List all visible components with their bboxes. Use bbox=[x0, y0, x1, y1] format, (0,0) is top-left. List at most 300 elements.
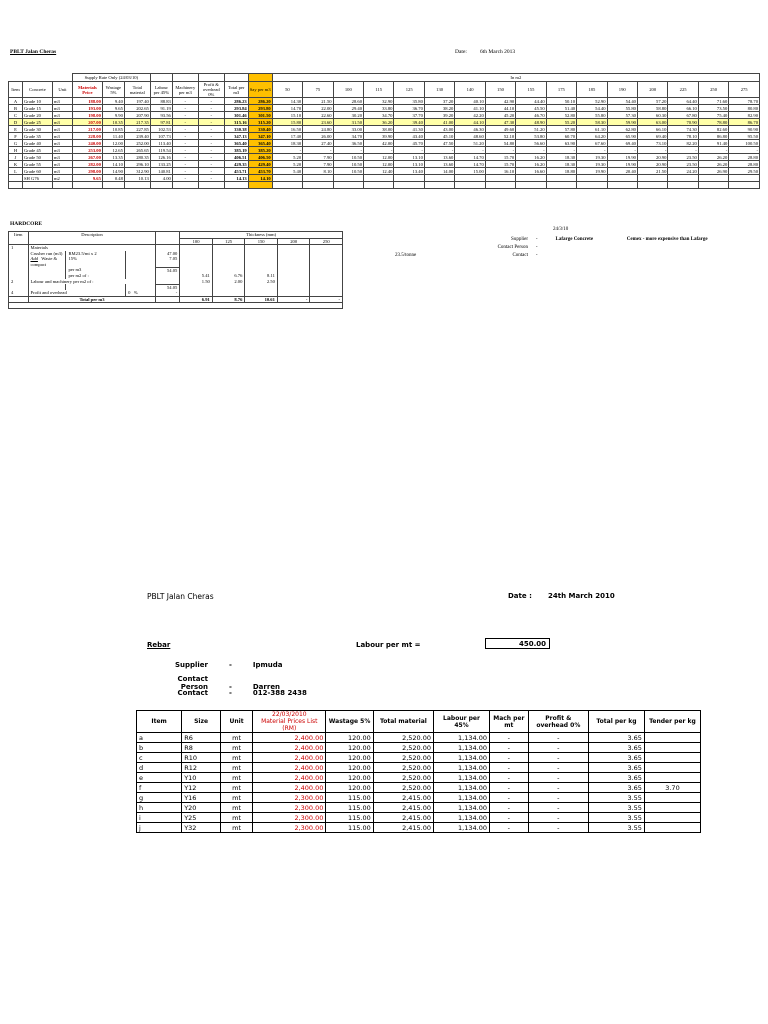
concrete-cell-total_mat: 202.65 bbox=[124, 105, 150, 112]
concrete-thickness-header: 175 bbox=[546, 82, 576, 98]
rebar-row bbox=[137, 743, 701, 753]
concrete-m2-cell: 35.80 bbox=[394, 98, 424, 105]
rebar-cell-item: b bbox=[137, 743, 182, 753]
concrete-m2-cell: 13.60 bbox=[424, 154, 454, 161]
concrete-m2-cell: 30.20 bbox=[333, 112, 363, 119]
concrete-m2-cell: 29.40 bbox=[333, 105, 363, 112]
concrete-m2-cell: 54.40 bbox=[607, 98, 637, 105]
concrete-cell-wastage: 10.85 bbox=[102, 126, 124, 133]
concrete-m2-cell: 13.40 bbox=[394, 168, 424, 175]
concrete-m2-cell: 45.10 bbox=[424, 133, 454, 140]
rebar-cell-tender bbox=[644, 773, 700, 783]
concrete-m2-cell bbox=[607, 175, 637, 182]
rebar-cell-profit: - bbox=[528, 793, 588, 803]
concrete-thickness-header: 140 bbox=[455, 82, 485, 98]
rebar-cell-profit: - bbox=[528, 743, 588, 753]
rebar-cell-wastage: 120.00 bbox=[326, 743, 373, 753]
concrete-m2-cell: 55.80 bbox=[607, 105, 637, 112]
rebar-cell-profit: - bbox=[528, 823, 588, 833]
dash: - bbox=[535, 253, 538, 258]
concrete-m2-cell: 82.90 bbox=[729, 112, 760, 119]
hardcore-materials: Materials bbox=[28, 245, 156, 251]
rebar-cell-profit: - bbox=[528, 773, 588, 783]
rebar-cell-item: i bbox=[137, 813, 182, 823]
concrete-m2-cell: 16.20 bbox=[516, 154, 546, 161]
concrete-m2-cell bbox=[272, 175, 302, 182]
concrete-cell-profit: - bbox=[198, 168, 224, 175]
rebar-row bbox=[137, 813, 701, 823]
rebar-cell-wastage: 115.00 bbox=[326, 823, 373, 833]
concrete-cell-wastage: 9.40 bbox=[102, 98, 124, 105]
concrete-m2-cell: 41.30 bbox=[394, 126, 424, 133]
concrete-cell-price: 282.00 bbox=[72, 161, 102, 168]
concrete-cell-total: 406.51 bbox=[224, 154, 248, 161]
concrete-thickness-header: 275 bbox=[729, 82, 760, 98]
hardcore-crusher-run: Crusher run (m3) bbox=[28, 251, 66, 257]
concrete-m2-cell: 19.90 bbox=[607, 161, 637, 168]
concrete-m2-cell: 32.90 bbox=[364, 98, 394, 105]
concrete-m2-cell: 34.70 bbox=[333, 133, 363, 140]
concrete-cell-labour: 126.16 bbox=[150, 154, 172, 161]
concrete-empty-cell bbox=[272, 182, 302, 189]
rebar-col-price bbox=[253, 711, 326, 733]
concrete-cell-price: 217.00 bbox=[72, 126, 102, 133]
concrete-col-header: Profit & overhead 0% bbox=[198, 82, 224, 98]
concrete-m2-cell: 16.10 bbox=[485, 168, 515, 175]
concrete-cell-price: 188.00 bbox=[72, 98, 102, 105]
rebar-cell-price: 2,300.00 bbox=[253, 803, 326, 813]
hardcore-th: 250 bbox=[310, 238, 343, 245]
rebar-col-labour: Labour per 45% bbox=[434, 711, 490, 733]
rebar-col-wastage: Wastage 5% bbox=[326, 711, 373, 733]
concrete-cell-mach: - bbox=[172, 126, 198, 133]
concrete-m2-cell: 65.90 bbox=[607, 133, 637, 140]
concrete-m2-cell: 13.10 bbox=[394, 161, 424, 168]
rebar-cell-labour: 1,134.00 bbox=[434, 763, 490, 773]
concrete-m2-cell: 45.70 bbox=[394, 140, 424, 147]
concrete-m2-cell: 47.50 bbox=[424, 140, 454, 147]
concrete-row bbox=[9, 119, 760, 126]
concrete-m2-cell: 26.00 bbox=[303, 133, 333, 140]
rebar-cell-item: a bbox=[137, 733, 182, 743]
hardcore-total-val: 10.61 bbox=[245, 296, 278, 303]
hardcore-labour-val: 2.00 bbox=[212, 279, 245, 285]
concrete-m2-cell: 51.20 bbox=[516, 126, 546, 133]
rebar-cell-tender bbox=[644, 753, 700, 763]
hardcore-col-item: Item bbox=[9, 232, 29, 245]
concrete-m2-cell: 10.50 bbox=[333, 161, 363, 168]
concrete-m2-cell: 52.10 bbox=[485, 133, 515, 140]
rebar-cell-wastage: 120.00 bbox=[326, 733, 373, 743]
concrete-m2-cell: 44.40 bbox=[516, 98, 546, 105]
concrete-row bbox=[9, 140, 760, 147]
concrete-m2-cell: 16.20 bbox=[516, 161, 546, 168]
concrete-m2-cell: 38.20 bbox=[424, 105, 454, 112]
rebar-cell-labour: 1,134.00 bbox=[434, 813, 490, 823]
rebar-cell-total_mat: 2,520.00 bbox=[373, 753, 433, 763]
concrete-m2-cell: 86.80 bbox=[698, 133, 728, 140]
concrete-col-header: Item bbox=[9, 82, 23, 98]
concrete-m2-cell: 33.00 bbox=[333, 126, 363, 133]
concrete-m2-cell: - bbox=[729, 147, 760, 154]
concrete-m2-cell: 20.40 bbox=[607, 168, 637, 175]
concrete-thickness-header: 190 bbox=[607, 82, 637, 98]
concrete-header-group-row bbox=[9, 74, 760, 82]
rebar-cell-unit: mt bbox=[220, 753, 252, 763]
concrete-m2-cell: 18.30 bbox=[272, 140, 302, 147]
concrete-cell-profit: - bbox=[198, 98, 224, 105]
supplier-value: Lafarge Concrete bbox=[555, 237, 594, 242]
rebar-supplier-label: Supplier bbox=[174, 661, 208, 669]
hardcore-total-val: - bbox=[310, 296, 343, 303]
hardcore-rate-note: 23.5/tonne bbox=[395, 253, 417, 258]
concrete-cell-unit: m3 bbox=[52, 126, 72, 133]
concrete-cell-price: 298.00 bbox=[72, 168, 102, 175]
concrete-m2-cell: - bbox=[272, 147, 302, 154]
concrete-cell-concrete: Grade 25 bbox=[22, 119, 52, 126]
concrete-cell-total_mat: 239.40 bbox=[124, 133, 150, 140]
concrete-m2-cell: 67.80 bbox=[668, 112, 698, 119]
concrete-m2-cell: 34.70 bbox=[364, 112, 394, 119]
concrete-m2-cell: 14.30 bbox=[272, 98, 302, 105]
concrete-m2-cell: 100.50 bbox=[729, 140, 760, 147]
concrete-cell-total: 286.23 bbox=[224, 98, 248, 105]
concrete-cell-profit: - bbox=[198, 175, 224, 182]
concrete-cell-price: 253.00 bbox=[72, 147, 102, 154]
concrete-m2-cell: 37.70 bbox=[394, 112, 424, 119]
concrete-m2-cell: - bbox=[577, 147, 607, 154]
concrete-cell-mach: - bbox=[172, 119, 198, 126]
concrete-m2-cell: 21.50 bbox=[303, 98, 333, 105]
concrete-cell-say: 429.40 bbox=[248, 161, 272, 168]
concrete-m2-cell bbox=[546, 175, 576, 182]
concrete-empty-cell bbox=[516, 182, 546, 189]
concrete-m2-cell: 7.90 bbox=[303, 154, 333, 161]
rebar-cell-size: R8 bbox=[182, 743, 221, 753]
concrete-cell-item: B bbox=[9, 105, 23, 112]
rebar-cell-unit: mt bbox=[220, 743, 252, 753]
concrete-cell-wastage: 13.35 bbox=[102, 154, 124, 161]
concrete-m2-cell: 63.90 bbox=[546, 140, 576, 147]
concrete-row bbox=[9, 161, 760, 168]
concrete-cell-wastage: 12.00 bbox=[102, 140, 124, 147]
concrete-cell-say: 347.10 bbox=[248, 133, 272, 140]
hardcore-total-val: - bbox=[277, 296, 310, 303]
concrete-m2-cell: 36.70 bbox=[394, 105, 424, 112]
concrete-m2-cell: 20.90 bbox=[637, 161, 667, 168]
concrete-m2-cell bbox=[516, 175, 546, 182]
concrete-cell-concrete: Grade 60 bbox=[22, 168, 52, 175]
concrete-empty-cell bbox=[485, 182, 515, 189]
rebar-cell-labour: 1,134.00 bbox=[434, 733, 490, 743]
concrete-cell-item: E bbox=[9, 126, 23, 133]
rebar-rows bbox=[137, 733, 701, 833]
concrete-m2-cell: 14.70 bbox=[455, 161, 485, 168]
rebar-price-label: Material Prices List (RM) bbox=[261, 718, 318, 732]
concrete-m2-cell: 37.20 bbox=[424, 98, 454, 105]
concrete-cell-item: H bbox=[9, 147, 23, 154]
concrete-col-header: Wastage 5% bbox=[102, 82, 124, 98]
supplier-note: Cemex - more expensive than Lafarge bbox=[626, 237, 708, 242]
concrete-empty-cell bbox=[150, 182, 172, 189]
hardcore-per-m3-value: 54.05 bbox=[156, 267, 180, 273]
hardcore-profit-dash: - bbox=[156, 290, 180, 296]
concrete-cell-unit: m3 bbox=[52, 168, 72, 175]
concrete-cell-total_mat: 296.10 bbox=[124, 161, 150, 168]
concrete-cell-profit: - bbox=[198, 126, 224, 133]
concrete-empty-cell bbox=[303, 182, 333, 189]
concrete-cell-concrete: Grade 45 bbox=[22, 147, 52, 154]
concrete-empty-cell bbox=[364, 182, 394, 189]
concrete-m2-cell: 19.90 bbox=[607, 154, 637, 161]
rebar-cell-total_mat: 2,520.00 bbox=[373, 783, 433, 793]
rebar-cell-total_mat: 2,520.00 bbox=[373, 743, 433, 753]
page-title: PBLT Jalan Cheras bbox=[10, 49, 57, 55]
concrete-cell-profit: - bbox=[198, 140, 224, 147]
concrete-cell-total_mat: 207.90 bbox=[124, 112, 150, 119]
concrete-m2-cell: 59.90 bbox=[607, 119, 637, 126]
concrete-thickness-header: 115 bbox=[364, 82, 394, 98]
concrete-m2-cell: 5.20 bbox=[272, 154, 302, 161]
concrete-cell-item: L bbox=[9, 168, 23, 175]
concrete-cell-say: 293.80 bbox=[248, 105, 272, 112]
concrete-thickness-header: 200 bbox=[637, 82, 667, 98]
concrete-m2-cell: 52.90 bbox=[577, 98, 607, 105]
rebar-cell-total: 3.55 bbox=[588, 813, 644, 823]
rebar-col-size: Size bbox=[182, 711, 221, 733]
concrete-m2-cell: 75.40 bbox=[698, 112, 728, 119]
concrete-m2-cell: 12.40 bbox=[364, 168, 394, 175]
concrete-m2-cell: 19.90 bbox=[577, 168, 607, 175]
concrete-empty-cell bbox=[668, 182, 698, 189]
dash: - bbox=[535, 245, 538, 250]
concrete-cell-concrete: Grade 55 bbox=[22, 161, 52, 168]
rebar-cell-mach: - bbox=[489, 803, 528, 813]
concrete-m2-cell bbox=[698, 175, 728, 182]
concrete-m2-cell bbox=[637, 175, 667, 182]
concrete-cell-mach: - bbox=[172, 105, 198, 112]
hardcore-profit: Profit and overhead bbox=[28, 290, 126, 296]
concrete-m2-cell: 74.30 bbox=[668, 126, 698, 133]
concrete-cell-say: 301.50 bbox=[248, 112, 272, 119]
in-m2-header: In m2 bbox=[272, 74, 759, 82]
concrete-m2-cell: 15.70 bbox=[485, 154, 515, 161]
concrete-cell-profit: - bbox=[198, 161, 224, 168]
concrete-m2-cell bbox=[303, 175, 333, 182]
concrete-m2-cell: 27.40 bbox=[303, 140, 333, 147]
concrete-cell-profit: - bbox=[198, 112, 224, 119]
concrete-thickness-header: 150 bbox=[485, 82, 515, 98]
concrete-cell-mach: - bbox=[172, 140, 198, 147]
concrete-m2-cell: 51.20 bbox=[455, 140, 485, 147]
concrete-cell-price: 193.00 bbox=[72, 105, 102, 112]
concrete-empty-cell bbox=[455, 182, 485, 189]
concrete-m2-cell bbox=[485, 175, 515, 182]
concrete-thickness-header: 125 bbox=[394, 82, 424, 98]
concrete-m2-cell: 39.90 bbox=[364, 133, 394, 140]
rebar-row bbox=[137, 793, 701, 803]
rebar-cell-labour: 1,134.00 bbox=[434, 823, 490, 833]
concrete-m2-cell: 64.40 bbox=[668, 98, 698, 105]
rebar-cell-tender bbox=[644, 743, 700, 753]
rebar-cell-total_mat: 2,520.00 bbox=[373, 773, 433, 783]
rebar-contact-value: 012-388 2438 bbox=[252, 689, 307, 697]
hardcore-total-val: 6.91 bbox=[180, 296, 213, 303]
concrete-header-row bbox=[9, 82, 760, 98]
concrete-cell-concrete: Grade 30 bbox=[22, 126, 52, 133]
concrete-cell-mach: - bbox=[172, 98, 198, 105]
rebar-cell-profit: - bbox=[528, 753, 588, 763]
concrete-empty-cell bbox=[637, 182, 667, 189]
concrete-col-header: Machinery per m3 bbox=[172, 82, 198, 98]
rebar-date-label: Date : bbox=[508, 592, 532, 600]
hardcore-date-note: 24/3/10 bbox=[553, 227, 569, 232]
rebar-cell-wastage: 120.00 bbox=[326, 773, 373, 783]
concrete-cell-item: J bbox=[9, 154, 23, 161]
concrete-m2-cell: 80.80 bbox=[729, 105, 760, 112]
concrete-cell-mach: - bbox=[172, 154, 198, 161]
rebar-cell-item: g bbox=[137, 793, 182, 803]
hardcore-add: Add bbox=[30, 256, 38, 261]
concrete-row bbox=[9, 147, 760, 154]
concrete-cell-total_mat: 227.85 bbox=[124, 126, 150, 133]
concrete-m2-cell: 33.80 bbox=[364, 105, 394, 112]
rebar-cell-tender bbox=[644, 733, 700, 743]
concrete-cell-unit: m3 bbox=[52, 119, 72, 126]
concrete-col-header: Say per m3 bbox=[248, 82, 272, 98]
concrete-empty-cell bbox=[577, 182, 607, 189]
rebar-cell-mach: - bbox=[489, 743, 528, 753]
concrete-cell-labour: 107.73 bbox=[150, 133, 172, 140]
concrete-m2-cell: - bbox=[637, 147, 667, 154]
hardcore-total-val: 8.76 bbox=[212, 296, 245, 303]
rebar-cell-tender bbox=[644, 813, 700, 823]
concrete-m2-cell: 17.40 bbox=[272, 133, 302, 140]
concrete-m2-cell: 66.10 bbox=[668, 105, 698, 112]
concrete-cell-total: 301.46 bbox=[224, 112, 248, 119]
hardcore-col-desc: Description bbox=[28, 232, 156, 245]
concrete-m2-cell: 54.40 bbox=[577, 105, 607, 112]
rebar-cell-wastage: 120.00 bbox=[326, 753, 373, 763]
concrete-cell-wastage: 10.35 bbox=[102, 119, 124, 126]
rebar-supplier-value: Ipmuda bbox=[252, 661, 283, 669]
rebar-section-title: Rebar bbox=[147, 641, 171, 649]
concrete-row bbox=[9, 112, 760, 119]
rebar-cell-total: 3.65 bbox=[588, 783, 644, 793]
hardcore-labour-val: 2.50 bbox=[245, 279, 278, 285]
concrete-m2-cell: 53.80 bbox=[516, 133, 546, 140]
rebar-cell-size: R6 bbox=[182, 733, 221, 743]
concrete-m2-cell: 24.80 bbox=[303, 126, 333, 133]
rebar-cell-unit: mt bbox=[220, 813, 252, 823]
concrete-cell-total: 14.13 bbox=[224, 175, 248, 182]
rebar-cell-size: Y12 bbox=[182, 783, 221, 793]
rebar-col-profit: Profit & overhead 0% bbox=[528, 711, 588, 733]
rebar-cell-tender bbox=[644, 793, 700, 803]
concrete-m2-cell: 78.70 bbox=[729, 98, 760, 105]
rebar-price-date: 22/03/2010 bbox=[272, 711, 307, 718]
concrete-m2-cell: 47.30 bbox=[485, 119, 515, 126]
concrete-m2-cell: 28.80 bbox=[729, 161, 760, 168]
concrete-m2-cell: 38.00 bbox=[364, 126, 394, 133]
hardcore-title: HARDCORE bbox=[10, 221, 43, 227]
concrete-empty-cell bbox=[52, 182, 72, 189]
concrete-cell-concrete: Grade 10 bbox=[22, 98, 52, 105]
concrete-m2-cell: 42.90 bbox=[485, 98, 515, 105]
concrete-m2-cell: 7.90 bbox=[303, 161, 333, 168]
concrete-m2-cell: 8.10 bbox=[303, 168, 333, 175]
rebar-cell-unit: mt bbox=[220, 793, 252, 803]
concrete-cell-unit: m3 bbox=[52, 154, 72, 161]
concrete-row bbox=[9, 133, 760, 140]
rebar-cell-mach: - bbox=[489, 753, 528, 763]
concrete-cell-item bbox=[9, 175, 23, 182]
rebar-cell-total: 3.65 bbox=[588, 753, 644, 763]
rebar-table bbox=[136, 710, 701, 833]
concrete-m2-cell: 46.70 bbox=[516, 112, 546, 119]
hardcore-th: 200 bbox=[277, 238, 310, 245]
concrete-m2-cell: 45.20 bbox=[485, 112, 515, 119]
hardcore-profit-pct-val: 0 bbox=[128, 290, 131, 295]
concrete-m2-cell: 49.60 bbox=[485, 126, 515, 133]
concrete-cell-item: D bbox=[9, 119, 23, 126]
concrete-thickness-header: 250 bbox=[698, 82, 728, 98]
concrete-empty-cell bbox=[424, 182, 454, 189]
concrete-m2-cell: - bbox=[516, 147, 546, 154]
concrete-cell-labour: 91.19 bbox=[150, 105, 172, 112]
concrete-empty-cell bbox=[248, 182, 272, 189]
rebar-cell-total: 3.65 bbox=[588, 763, 644, 773]
rebar-cell-profit: - bbox=[528, 783, 588, 793]
rebar-cell-profit: - bbox=[528, 813, 588, 823]
rebar-cell-price: 2,300.00 bbox=[253, 813, 326, 823]
concrete-m2-cell bbox=[455, 175, 485, 182]
concrete-m2-cell bbox=[424, 175, 454, 182]
rebar-cell-tender: 3.70 bbox=[644, 783, 700, 793]
rebar-cell-item: c bbox=[137, 753, 182, 763]
rebar-cell-price: 2,400.00 bbox=[253, 763, 326, 773]
concrete-m2-cell: 22.60 bbox=[303, 112, 333, 119]
concrete-empty-row bbox=[9, 182, 760, 189]
concrete-col-header: Total material bbox=[124, 82, 150, 98]
rebar-contact-person-label: Contact Person bbox=[177, 675, 208, 691]
concrete-thickness-header: 130 bbox=[424, 82, 454, 98]
concrete-cell-concrete: Grade 15 bbox=[22, 105, 52, 112]
concrete-m2-cell: 52.80 bbox=[546, 112, 576, 119]
concrete-cell-say: 365.40 bbox=[248, 140, 272, 147]
concrete-cell-price: 228.00 bbox=[72, 133, 102, 140]
rebar-date-value: 24th March 2010 bbox=[548, 592, 615, 600]
concrete-m2-cell: 15.10 bbox=[272, 112, 302, 119]
concrete-cell-unit: m3 bbox=[52, 112, 72, 119]
concrete-m2-cell: 41.10 bbox=[455, 105, 485, 112]
rebar-row bbox=[137, 753, 701, 763]
rebar-cell-profit: - bbox=[528, 733, 588, 743]
rebar-cell-size: Y10 bbox=[182, 773, 221, 783]
supply-rate-header: Supply Rate Only (24/03/10) bbox=[72, 74, 150, 82]
concrete-cell-item: G bbox=[9, 140, 23, 147]
concrete-cell-unit: m3 bbox=[52, 105, 72, 112]
concrete-cell-labour: 97.81 bbox=[150, 119, 172, 126]
concrete-cell-total: 453.71 bbox=[224, 168, 248, 175]
concrete-m2-cell: 78.80 bbox=[698, 119, 728, 126]
concrete-col-header: Total per m3 bbox=[224, 82, 248, 98]
concrete-cell-mach: - bbox=[172, 112, 198, 119]
rebar-cell-item: h bbox=[137, 803, 182, 813]
concrete-m2-cell: 69.40 bbox=[637, 133, 667, 140]
concrete-thickness-header: 100 bbox=[333, 82, 363, 98]
rebar-cell-unit: mt bbox=[220, 783, 252, 793]
